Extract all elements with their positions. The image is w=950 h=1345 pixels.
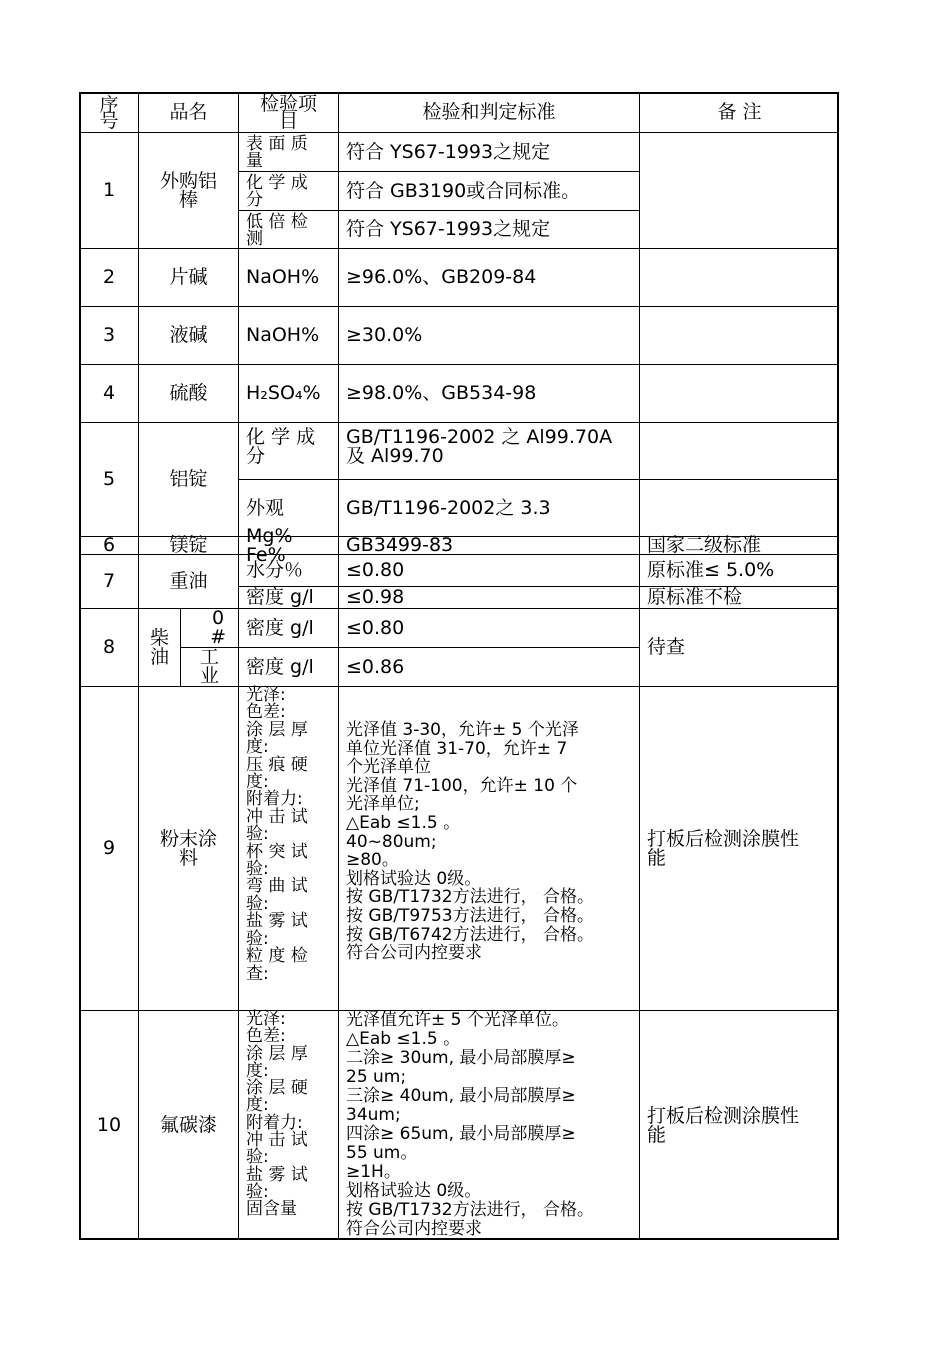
header-note: 备 注 [639, 92, 839, 132]
row10-product: 氟碳漆 [138, 1010, 238, 1240]
row6-product: 镁锭 [138, 536, 238, 554]
row3-standard: ≥30.0% [338, 306, 639, 364]
header-seq: 序 号 [79, 92, 138, 132]
row5-product: 铝锭 [138, 422, 238, 536]
row9-standards: 光泽值 3-30，允许± 5 个光泽 单位光泽值 31-70，允许± 7 个光泽单位 光泽值 71-100，允许± 10 个 光泽单位; △Eab ≤1.5 。 40~80um; ≥80。 划格试验达 0级。 按 GB/T1732方法进行， 合格。 按 GB/T9753方法进行， 合格。 按 GB/T6742方法进行， 合格。 符合公司内控要求 [338, 686, 639, 1010]
row6-note: 国家二级标准 [639, 536, 839, 554]
row4-standard: ≥98.0%、GB534-98 [338, 364, 639, 422]
row3-note [639, 306, 839, 364]
header-item: 检验项 目 [238, 92, 338, 132]
row7-product: 重油 [138, 554, 238, 608]
row3-seq: 3 [79, 306, 138, 364]
row5-item-appearance: 外观 [238, 479, 338, 536]
row5-standard-chem: GB/T1196-2002 之 Al99.70A 及 Al99.70 [338, 422, 639, 479]
row5-standard-appearance: GB/T1196-2002之 3.3 [338, 479, 639, 536]
row7-standard-density: ≤0.98 [338, 586, 639, 608]
row5-seq: 5 [79, 422, 138, 536]
row1-standard-chem: 符合 GB3190或合同标准。 [338, 171, 639, 210]
row8-sub-grade-0: 0 # [180, 608, 238, 647]
row3-item: NaOH% [238, 306, 338, 364]
row1-seq: 1 [79, 132, 138, 248]
row9-product: 粉末涂 料 [138, 686, 238, 1010]
row8-note: 待查 [639, 608, 839, 686]
row1-standard-surface: 符合 YS67-1993之规定 [338, 132, 639, 171]
row5-item-chem: 化 学 成 分 [238, 422, 338, 479]
row1-standard-macro: 符合 YS67-1993之规定 [338, 210, 639, 248]
row8-item-density-2: 密度 g/l [238, 647, 338, 686]
row7-standard-moisture: ≤0.80 [338, 554, 639, 586]
header-product: 品名 [138, 92, 238, 132]
inspection-standards-table [79, 92, 839, 1240]
row8-standard-density-1: ≤0.80 [338, 608, 639, 647]
row4-product: 硫酸 [138, 364, 238, 422]
row6-seq: 6 [79, 536, 138, 554]
row1-item-surface: 表 面 质 量 [238, 132, 338, 171]
row2-standard: ≥96.0%、GB209-84 [338, 248, 639, 306]
row4-note [639, 364, 839, 422]
row5-note-1 [639, 422, 839, 479]
row7-item-density: 密度 g/l [238, 586, 338, 608]
row4-seq: 4 [79, 364, 138, 422]
row1-item-macro: 低 倍 检 测 [238, 210, 338, 248]
row2-seq: 2 [79, 248, 138, 306]
row1-product: 外购铝 棒 [138, 132, 238, 248]
row7-note-moisture: 原标准≤ 5.0% [639, 554, 839, 586]
row3-product: 液碱 [138, 306, 238, 364]
row2-item: NaOH% [238, 248, 338, 306]
row1-item-chem: 化 学 成 分 [238, 171, 338, 210]
row6-item: Mg% Fe% [238, 536, 338, 554]
row9-note: 打板后检测涂膜性 能 [639, 686, 839, 1010]
row1-note [639, 132, 839, 248]
row7-item-moisture: 水分％ [238, 554, 338, 586]
row9-seq: 9 [79, 686, 138, 1010]
row2-product: 片碱 [138, 248, 238, 306]
row4-item: H₂SO₄% [238, 364, 338, 422]
row8-product: 柴 油 [138, 608, 180, 686]
row6-standard: GB3499-83 [338, 536, 639, 554]
row7-note-density: 原标准不检 [639, 586, 839, 608]
row10-standards: 光泽值允许± 5 个光泽单位。 △Eab ≤1.5 。 二涂≥ 30um, 最小局部膜厚≥ 25 um; 三涂≥ 40um, 最小局部膜厚≥ 34um; 四涂≥ 65um, 最小局部膜厚≥ 55 um。 ≥1H。 划格试验达 0级。 按 GB/T1732方法进行， 合格。 符合公司内控要求 [338, 1010, 639, 1240]
row7-seq: 7 [79, 554, 138, 608]
row8-standard-density-2: ≤0.86 [338, 647, 639, 686]
row5-note-2 [639, 479, 839, 536]
row9-items: 光泽: 色差: 涂 层 厚 度: 压 痕 硬 度: 附着力: 冲 击 试 验: 杯 突 试 验: 弯 曲 试 验: 盐 雾 试 验: 粒 度 检 查: [238, 686, 338, 1010]
row8-item-density-1: 密度 g/l [238, 608, 338, 647]
row2-note [639, 248, 839, 306]
row8-seq: 8 [79, 608, 138, 686]
row10-note: 打板后检测涂膜性 能 [639, 1010, 839, 1240]
row10-seq: 10 [79, 1010, 138, 1240]
header-standard: 检验和判定标准 [338, 92, 639, 132]
row10-items: 光泽: 色差: 涂 层 厚 度: 涂 层 硬 度: 附着力: 冲 击 试 验: 盐 雾 试 验: 固含量 [238, 1010, 338, 1240]
row8-sub-industrial: 工 业 [180, 647, 238, 686]
